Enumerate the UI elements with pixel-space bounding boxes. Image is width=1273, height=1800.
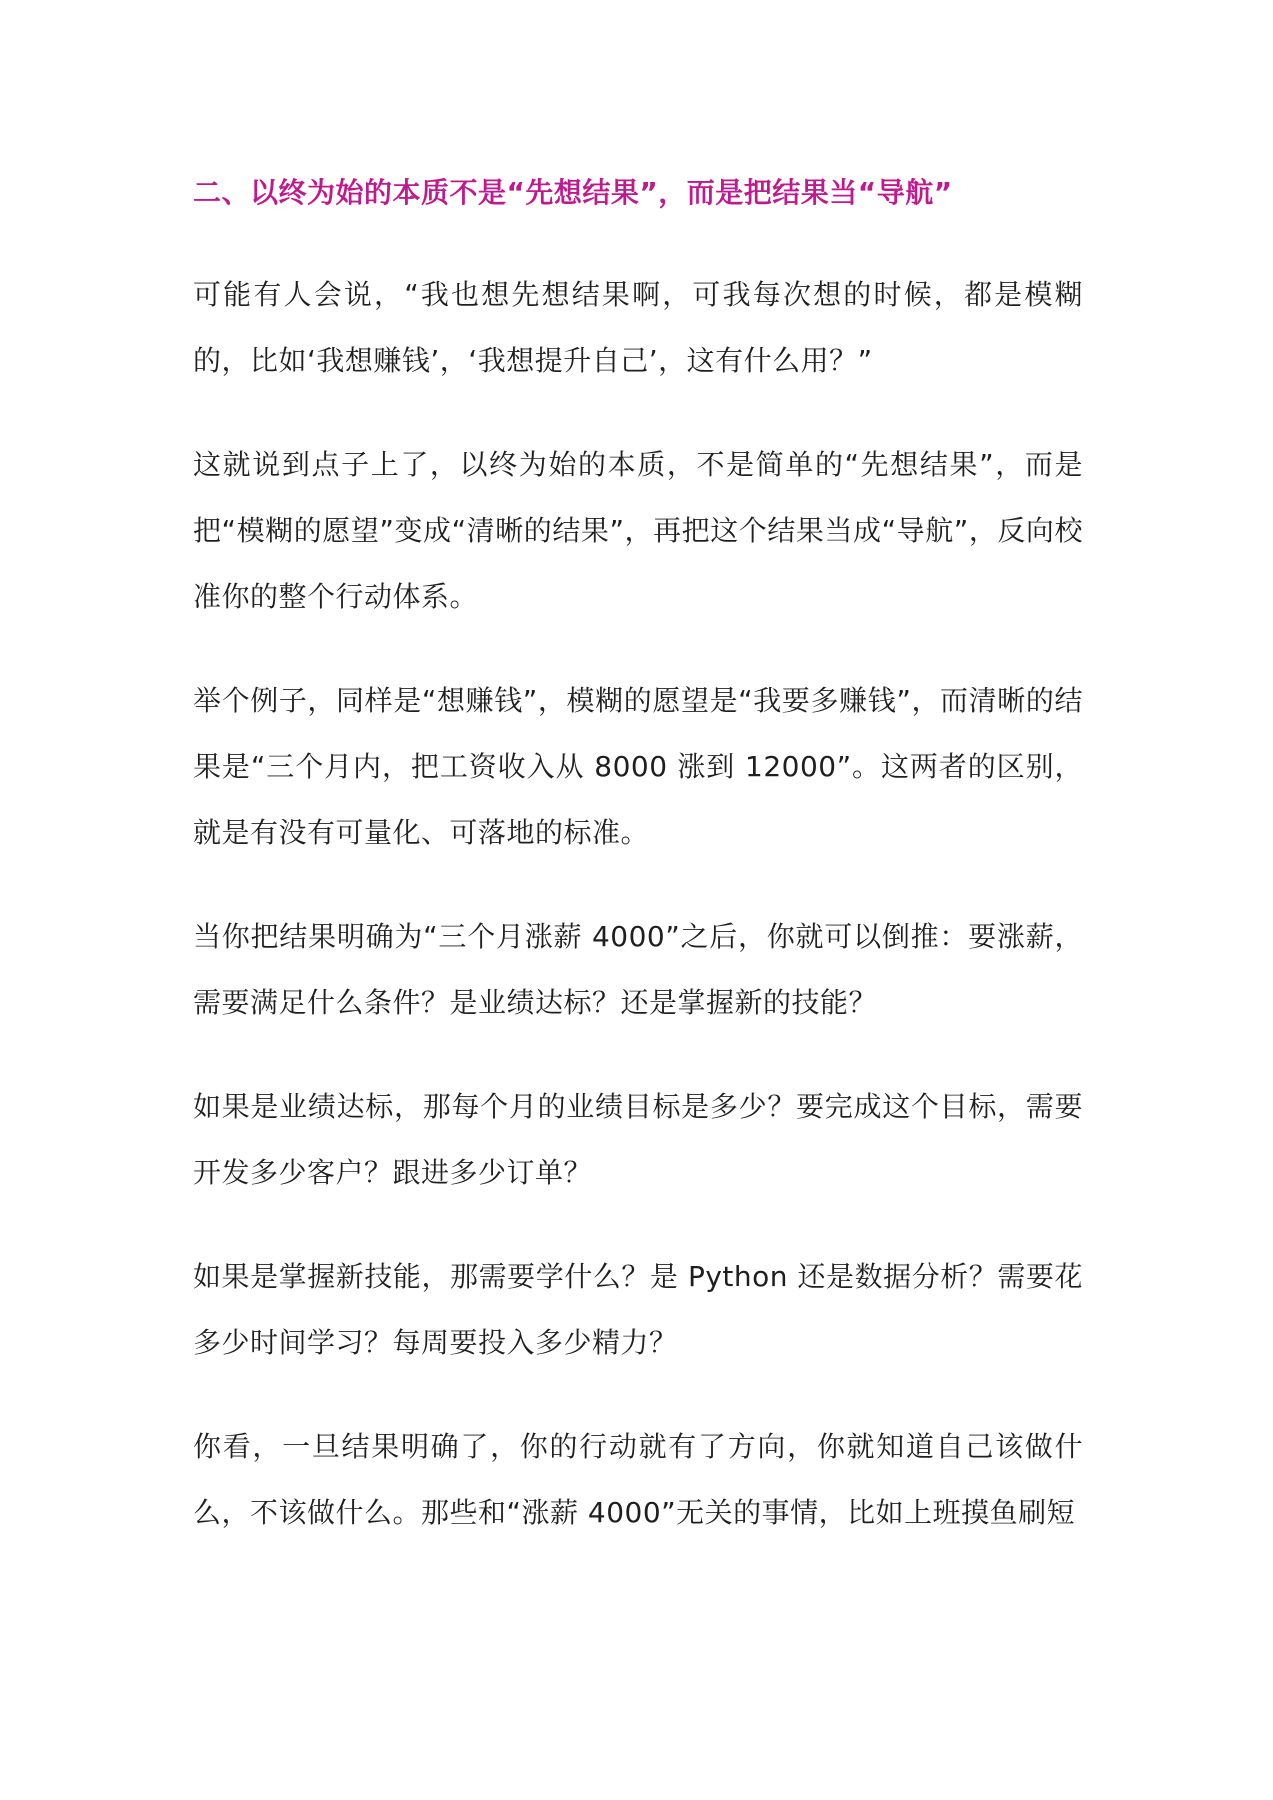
paragraph-6: 如果是掌握新技能，那需要学什么？是 Python 还是数据分析？需要花多少时间学习？每周要投入多少精力？ — [193, 1260, 1083, 1359]
paragraph-4: 当你把结果明确为“三个月涨薪 4000”之后，你就可以倒推：要涨薪，需要满足什么条件？是业绩达标？还是掌握新的技能？ — [193, 920, 1083, 1019]
paragraph-2: 这就说到点子上了，以终为始的本质，不是简单的“先想结果”，而是把“模糊的愿望”变成“清晰的结果”，再把这个结果当成“导航”，反向校准你的整个行动体系。 — [193, 448, 1083, 613]
paragraph-5: 如果是业绩达标，那每个月的业绩目标是多少？要完成这个目标，需要开发多少客户？跟进多少订单？ — [193, 1090, 1083, 1189]
document-content — [193, 160, 1083, 1584]
section-heading: 二、以终为始的本质不是“先想结果”，而是把结果当“导航” — [193, 176, 953, 209]
paragraph-7: 你看，一旦结果明确了，你的行动就有了方向，你就知道自己该做什么，不该做什么。那些和“涨薪 4000”无关的事情，比如上班摸鱼刷短 — [193, 1430, 1083, 1529]
paragraph-1: 可能有人会说，“我也想先想结果啊，可我每次想的时候，都是模糊的，比如‘我想赚钱’，‘我想提升自己’，这有什么用？” — [193, 278, 1083, 377]
paragraph-3: 举个例子，同样是“想赚钱”，模糊的愿望是“我要多赚钱”，而清晰的结果是“三个月内，把工资收入从 8000 涨到 12000”。这两者的区别，就是有没有可量化、可落地的标准。 — [193, 684, 1083, 849]
